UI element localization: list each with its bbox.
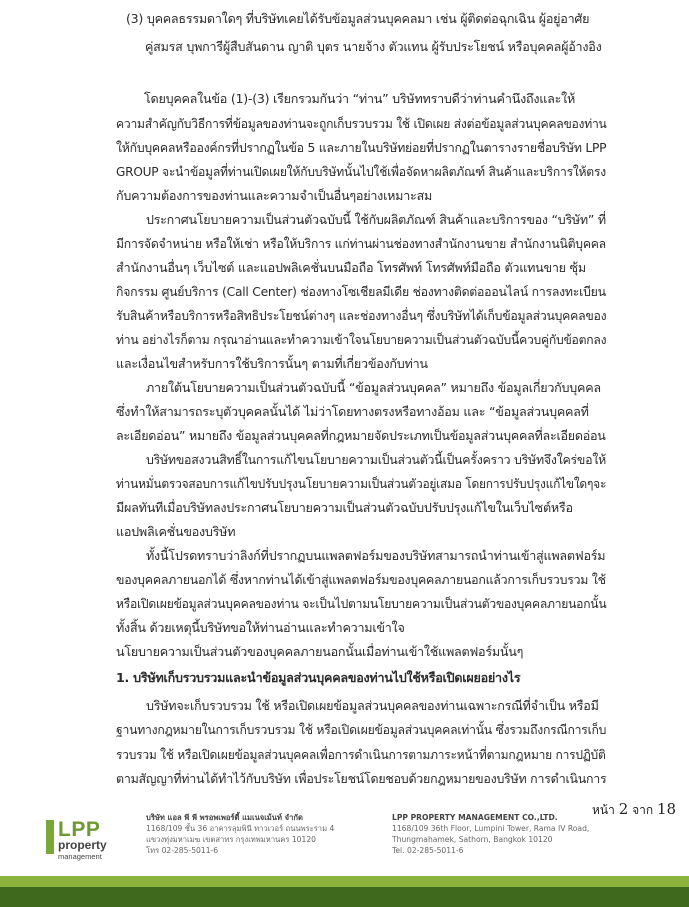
logo-property-text: property bbox=[58, 838, 107, 852]
english-company-name: LPP PROPERTY MANAGEMENT CO.,LTD. bbox=[392, 813, 558, 822]
page-prefix: หน้า bbox=[592, 803, 615, 817]
paragraph-line: ให้กับบุคคลหรือองค์กรที่ปรากฏในข้อ 5 และภายในบริษัทย่อยที่ปรากฏในตารางรายชื่อบริษัท LPP bbox=[116, 140, 607, 155]
page-sep: จาก bbox=[632, 803, 654, 817]
list-item-3-line-2: คู่สมรส บุพการีผู้สืบสันดาน ญาติ บุตร นายจ้าง ตัวแทน ผู้รับประโยชน์ หรือบุคคลผู้อ้างอิง bbox=[145, 39, 602, 54]
thai-company-name: บริษัท แอล พี พี พรอพเพอร์ตี้ แมเนจเม้นท์ จำกัด bbox=[146, 813, 303, 822]
page-total: 18 bbox=[656, 800, 677, 818]
paragraph-line: ภายใต้นโยบายความเป็นส่วนตัวฉบับนี้ “ข้อมูลส่วนบุคคล” หมายถึง ข้อมูลเกี่ยวกับบุคคล bbox=[146, 380, 601, 395]
thai-address bbox=[146, 812, 334, 856]
lpp-logo bbox=[46, 818, 126, 862]
paragraph-line: กับความต้องการของท่านและความจำเป็นอื่นๆอย่างเหมาะสม bbox=[116, 188, 433, 203]
thai-phone: โทร 02-285-5011-6 bbox=[146, 846, 219, 855]
thai-address-line: แขวงทุ่งมหาเมฆ เขตสาทร กรุงเทพมหานคร 10120 bbox=[146, 835, 316, 844]
paragraph-line: นโยบายความเป็นส่วนตัวของบุคคลภายนอกนั้นเมื่อท่านเข้าใช้แพลตฟอร์มนั้นๆ bbox=[116, 644, 524, 659]
footer-band-dark bbox=[0, 887, 689, 907]
paragraph-line: มีการจัดจำหน่าย หรือให้เช่า หรือให้บริการ แก่ท่านผ่านช่องทางสำนักงานขาย สำนักงานนิติบุคคล bbox=[116, 236, 606, 251]
paragraph-line: ของบุคคลภายนอกได้ ซึ่งหากท่านได้เข้าสู่แพลตฟอร์มของบุคคลภายนอกแล้วการเก็บรวบรวม ใช้ bbox=[116, 572, 606, 587]
paragraph-line: ทั้งนี้โปรดทราบว่าลิงก์ที่ปรากฏบนแพลตฟอร์มของบริษัทสามารถนำท่านเข้าสู่แพลตฟอร์ม bbox=[146, 548, 606, 563]
paragraph-line: บริษัทขอสงวนสิทธิ์ในการแก้ไขนโยบายความเป็นส่วนตัวนี้เป็นครั้งคราว บริษัทจึงใคร่ขอให้ bbox=[146, 452, 607, 467]
page-current: 2 bbox=[618, 800, 629, 818]
paragraph-line: ท่าน อย่างไรก็ตาม กรุณาอ่านและทำความเข้าใจนโยบายความเป็นส่วนตัวฉบับนี้ควบคู่กับข้อตกลง bbox=[116, 332, 607, 347]
paragraph-line: ละเอียดอ่อน” หมายถึง ข้อมูลส่วนบุคคลที่กฎหมายจัดประเภทเป็นข้อมูลส่วนบุคคลที่ละเอียดอ่อน bbox=[116, 428, 606, 443]
english-address-line: 1168/109 36th Floor, Lumpini Tower, Rama IV Road, bbox=[392, 824, 590, 833]
paragraph-line: ฐานทางกฎหมายในการเก็บรวบรวม ใช้ หรือเปิดเผยข้อมูลส่วนบุคคลเท่านั้น ซึ่งรวมถึงกรณีการเก็บ bbox=[116, 722, 607, 737]
paragraph-line: หรือเปิดเผยข้อมูลส่วนบุคคลของท่าน จะเป็นไปตามนโยบายความเป็นส่วนตัวของบุคคลภายนอกนั้น bbox=[116, 596, 607, 611]
paragraph-line: ทั้งสิ้น ด้วยเหตุนี้บริษัทขอให้ท่านอ่านและทำความเข้าใจ bbox=[116, 620, 405, 635]
paragraph-line: ความสำคัญกับวิธีการที่ข้อมูลของท่านจะถูกเก็บรวบรวม ใช้ เปิดเผย ส่งต่อข้อมูลส่วนบุคคลของท่าน bbox=[116, 116, 607, 131]
english-address-line: Thungmahamek, Sathorn, Bangkok 10120 bbox=[392, 835, 553, 844]
paragraph-line: และเงื่อนไขสำหรับการใช้บริการนั้นๆ ตามที่เกี่ยวข้องกับท่าน bbox=[116, 356, 428, 371]
paragraph-line: กิจกรรม ศูนย์บริการ (Call Center) ช่องทางโซเชียลมีเดีย ช่องทางติดต่อออนไลน์ การลงทะเบียน bbox=[116, 284, 606, 299]
paragraph-line: สำนักงานอื่นๆ เว็บไซต์ และแอปพลิเคชั่นบนมือถือ โทรศัพท์ โทรศัพท์มือถือ ตัวแทนขาย ซุ้ม bbox=[116, 260, 586, 275]
paragraph-line: รับสินค้าหรือบริการหรือสิทธิประโยชน์ต่างๆ และช่องทางอื่นๆ ซึ่งบริษัทได้เก็บข้อมูลส่วนบุคคลของ bbox=[116, 308, 607, 323]
paragraph-line: โดยบุคคลในข้อ (1)-(3) เรียกรวมกันว่า “ท่าน” บริษัททราบดีว่าท่านคำนึงถึงและให้ bbox=[144, 91, 576, 106]
list-item-3-line-1: (3) บุคคลธรรมดาใดๆ ที่บริษัทเคยได้รับข้อมูลส่วนบุคคลมา เช่น ผู้ติดต่อฉุกเฉิน ผู้อยู่อาศัย bbox=[126, 11, 590, 26]
logo-lpp-text: LPP bbox=[58, 818, 101, 841]
section-heading: 1. บริษัทเก็บรวบรวมและนำข้อมูลส่วนบุคคลของท่านไปใช้หรือเปิดเผยอย่างไร bbox=[116, 670, 521, 685]
paragraph-line: ซึ่งทำให้สามารถระบุตัวบุคคลนั้นได้ ไม่ว่าโดยทางตรงหรือทางอ้อม และ “ข้อมูลส่วนบุคคลที่ bbox=[116, 404, 589, 419]
thai-address-line: 1168/109 ชั้น 36 อาคารลุมพินี ทาวเวอร์ ถนนพระราม 4 bbox=[146, 824, 335, 833]
paragraph-line: ประกาศนโยบายความเป็นส่วนตัวฉบับนี้ ใช้กับผลิตภัณฑ์ สินค้าและบริการของ “บริษัท” ที่ bbox=[146, 212, 606, 227]
paragraph-line: GROUP จะนำข้อมูลที่ท่านเปิดเผยให้กับบริษัทนั้นไปใช้เพื่อจัดหาผลิตภัณฑ์ สินค้าและบริการให้ตรง bbox=[116, 164, 606, 179]
paragraph-line: มีผลทันทีเมื่อบริษัทลงประกาศนโยบายความเป็นส่วนตัวฉบับปรับปรุงแก้ไขในเว็บไซต์หรือ bbox=[116, 500, 573, 515]
paragraph-line: ตามสัญญาที่ท่านได้ทำไว้กับบริษัท เพื่อประโยชน์โดยชอบด้วยกฎหมายของบริษัท การดำเนินการ bbox=[116, 771, 607, 786]
paragraph-line: รวบรวม ใช้ หรือเปิดเผยข้อมูลส่วนบุคคลเพื่อการดำเนินการตามภาระหน้าที่ตามกฎหมาย การปฏิบัติ bbox=[116, 747, 606, 762]
footer-band-light bbox=[0, 876, 689, 887]
english-phone: Tel. 02-285-5011-6 bbox=[392, 846, 464, 855]
paragraph-line: ท่านหมั่นตรวจสอบการแก้ไขปรับปรุงนโยบายความเป็นส่วนตัวอยู่เสมอ โดยการปรับปรุงแก้ไขใดๆจะ bbox=[116, 476, 607, 491]
paragraph-line: บริษัทจะเก็บรวบรวม ใช้ หรือเปิดเผยข้อมูลส่วนบุคคลของท่านเฉพาะกรณีที่จำเป็น หรือมี bbox=[146, 698, 599, 713]
paragraph-line: แอปพลิเคชั่นของบริษัท bbox=[116, 524, 236, 539]
logo-management-text: management bbox=[58, 852, 102, 861]
english-address bbox=[392, 812, 589, 856]
logo-bar-icon bbox=[46, 820, 54, 854]
